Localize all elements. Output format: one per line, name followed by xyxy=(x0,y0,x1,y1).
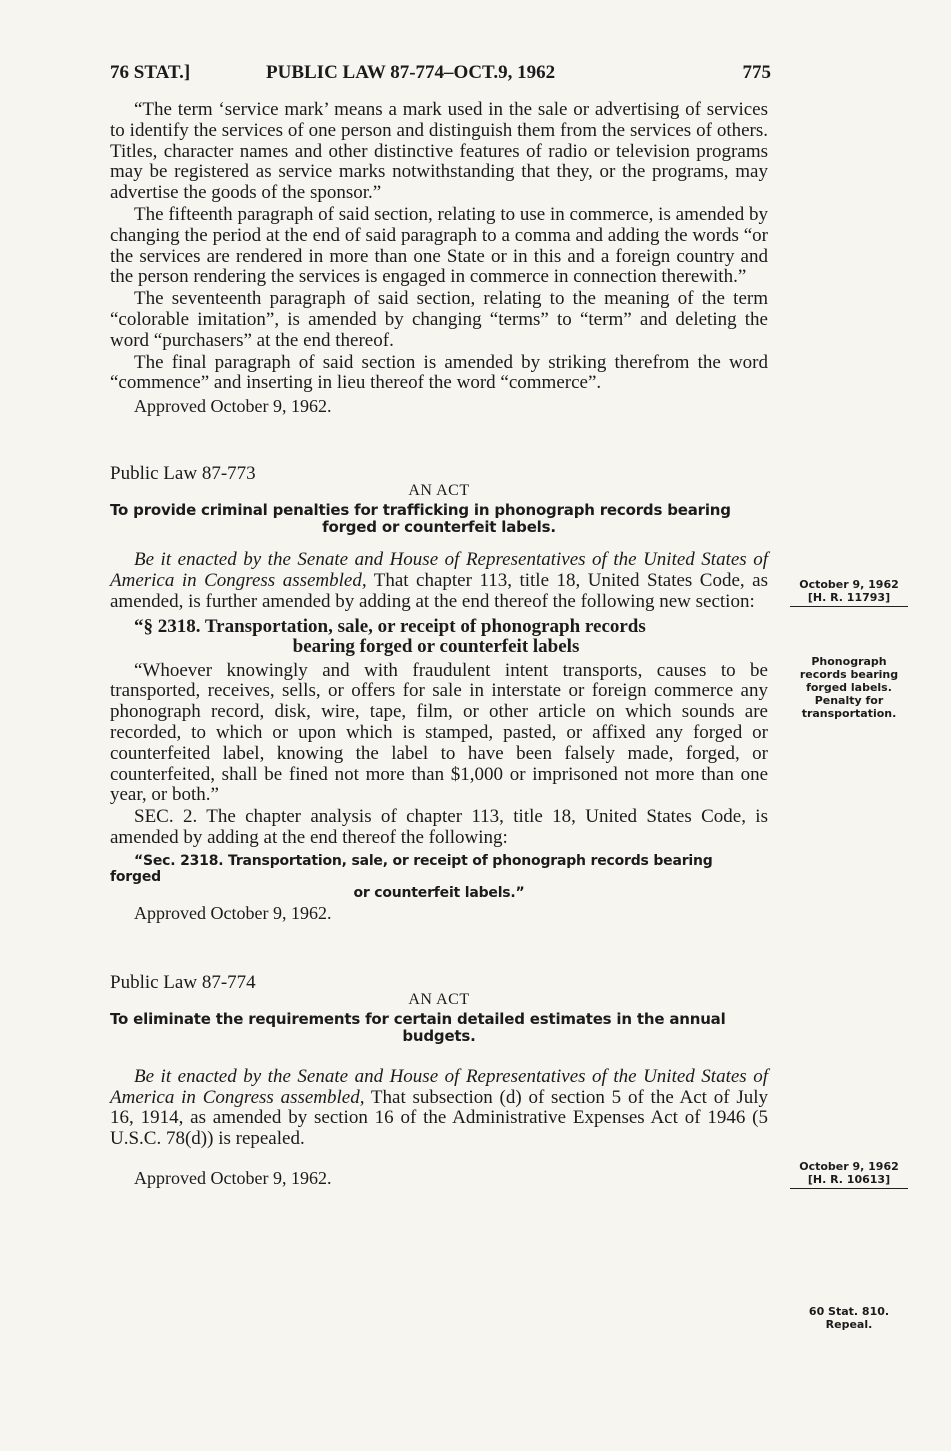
enacting-clause-774 xyxy=(110,1067,768,1150)
enacting-rest-773: That chapter 113, title 18, United States Code, as amended, is further amended by adding at the end thereof the following new section: xyxy=(110,569,768,612)
margin-hr-773: [H. R. 11793] xyxy=(790,591,908,607)
header-title: PUBLIC LAW 87-774–OCT.9, 1962 xyxy=(266,62,556,83)
purpose-773 xyxy=(110,502,768,536)
margin-date-774: October 9, 1962 xyxy=(799,1160,899,1173)
quote-line1: “Sec. 2318. Transportation, sale, or receipt of phonograph records bearing forged xyxy=(110,852,713,885)
header-volume: 76 STAT.] xyxy=(110,62,191,83)
purpose-773-line1: To provide criminal penalties for trafficking in phonograph records bearing xyxy=(110,501,731,520)
purpose-773-line2: forged or counterfeit labels. xyxy=(322,518,556,537)
margin-note-stat xyxy=(790,1305,908,1331)
main-column xyxy=(110,100,768,1189)
chapter-analysis-quote xyxy=(110,853,768,901)
enacting-italic-774: Be it enacted by the Senate and House of Representatives of the United States of America in Congress assembled, xyxy=(110,1065,768,1108)
margin-note-stat-text: 60 Stat. 810. xyxy=(808,1305,890,1318)
enacting-clause-773 xyxy=(110,550,768,612)
enacting-italic-773: Be it enacted by the Senate and House of Representatives of the United States of America in Congress assembled, xyxy=(110,549,768,591)
margin-ref-774 xyxy=(790,1160,908,1189)
purpose-774 xyxy=(110,1011,768,1045)
section-heading-line2: bearing forged or counterfeit labels xyxy=(292,635,580,657)
section-2318-body: “Whoever knowingly and with fraudulent intent transports, causes to be transported, receives, sells, or offers for sale in interstate or foreign commerce any phonograph record, disk, wire, tape, film, or other article on which sounds are recorded, to which or upon which is stamped, pasted, or affixed any forged or counterfeited label, knowing the label to have been falsely made, forged, or counterfeited, shall be fined not more than $1,000 or imprisoned not more than one year, or both.” xyxy=(110,659,768,806)
margin-note-phonograph-text: Phonograph records bearing forged labels. xyxy=(799,655,899,694)
paragraph-final: The final paragraph of said section is amended by striking therefrom the word “commence” and inserting in lieu thereof the word “commerce”. xyxy=(110,351,768,394)
an-act-773: AN ACT xyxy=(408,482,470,500)
margin-note-phonograph xyxy=(790,655,908,720)
margin-hr-774: [H. R. 10613] xyxy=(790,1173,908,1189)
section-2-text: SEC. 2. The chapter analysis of chapter 113, title 18, United States Code, is amended by adding at the end thereof the following: xyxy=(110,806,768,848)
header-page-number: 775 xyxy=(742,62,771,83)
margin-ref-773 xyxy=(790,578,908,607)
paragraph-fifteenth: The fifteenth paragraph of said section, relating to use in commerce, is amended by changing the period at the end of said paragraph to a comma and adding the words “or the services are rendered in more than one State or in this and a foreign country and the person rendering the services is engaged in commerce in connection therewith.” xyxy=(110,203,768,288)
margin-note-repeal: Repeal. xyxy=(825,1318,873,1331)
quote-line2: or counterfeit labels.” xyxy=(353,884,525,901)
section-heading-line1: “§ 2318. Transportation, sale, or receipt of phonograph records xyxy=(134,615,646,637)
law-title-774: Public Law 87-774 xyxy=(110,971,256,993)
purpose-774-line2: budgets. xyxy=(402,1026,476,1045)
approved-line: Approved October 9, 1962. xyxy=(134,396,332,417)
an-act-774: AN ACT xyxy=(408,990,470,1008)
law-title-773: Public Law 87-773 xyxy=(110,463,256,485)
margin-date-773: October 9, 1962 xyxy=(799,578,899,591)
approved-line-774: Approved October 9, 1962. xyxy=(134,1167,332,1188)
purpose-774-line1: To eliminate the requirements for certain detailed estimates in the annual xyxy=(110,1009,726,1028)
paragraph-seventeenth: The seventeenth paragraph of said section, relating to the meaning of the term “colorable imitation”, is amended by changing “terms” to “term” and deleting the word “purchasers” at the end thereof. xyxy=(110,288,768,351)
margin-note-penalty: Penalty for transportation. xyxy=(801,694,897,720)
approved-line-773: Approved October 9, 1962. xyxy=(134,902,332,923)
enacting-rest-774: That subsection (d) of section 5 of the Act of July 16, 1914, as amended by section 16 of the Administrative Expenses Act of 1946 (5 U.S.C. 78(d)) is repealed. xyxy=(110,1086,768,1150)
paragraph-service-mark: “The term ‘service mark’ means a mark used in the sale or advertising of services to identify the services of one person and distinguish them from the services of others. Titles, character names and other distinctive features of radio or television programs may be registered as service marks notwithstanding that they, or the programs, may advertise the goods of the sponsor.” xyxy=(110,99,768,204)
section-2318-heading xyxy=(110,617,768,657)
